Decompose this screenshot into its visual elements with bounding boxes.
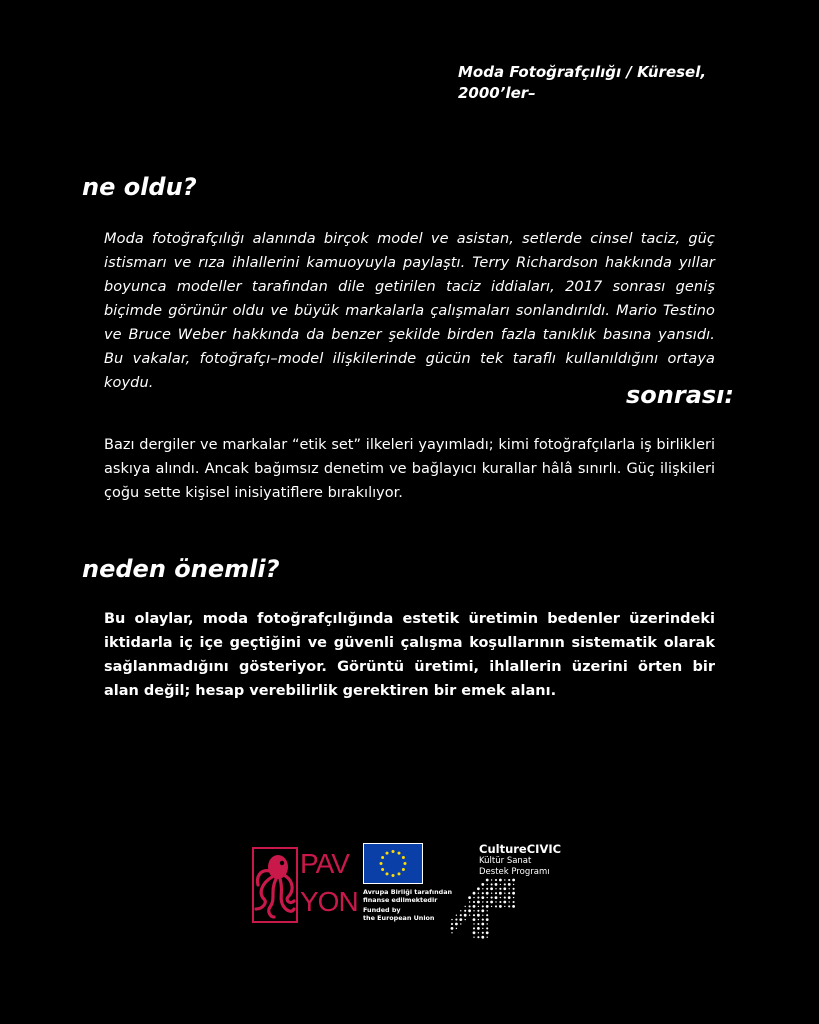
paragraph-what-happened: Moda fotoğrafçılığı alanında birçok model ve asistan, setlerde cinsel taciz, güç istismarı ve rıza ihlallerini kamuoyuyla paylaştı. Terry Richardson hakkında yıllar boyunca modeller tarafından dile getirilen taciz iddiaları, 2017 sonrası geniş biçimde görünür oldu ve büyük markalarla çalışmaları sonlandırıldı. Mario Testino ve Bruce Weber hakkında da benzer şekilde birden fazla tanıklık basına yansıdı. Bu vakalar, fotoğrafçı–model ilişkilerinde gücün tek taraflı kullanıldığını ortaya koydu. [104,231,715,391]
arrow-dot [478,932,479,933]
context-line-2: 2000’ler– [458,84,536,102]
paragraph-why-it-matters: Bu olaylar, moda fotoğrafçılığında estetik üretimin bedenler üzerindeki iktidarla iç içe geçtiğini ve güvenli çalışma koşullarının sistematik olarak sağlanmadığını gösteriyor. Görüntü üretimi, ihlallerin üzerini örten bir alan değil; hesap verebilirlik gerektiren bir emek alanı. [104,611,715,699]
arrow-dot [499,905,502,908]
arrow-dot [477,901,480,904]
arrow-dot [504,897,506,899]
arrow-dot [482,928,483,929]
arrow-dot [482,919,484,921]
heading-why-it-matters: neden önemli? [82,555,280,583]
arrow-dot [486,901,488,903]
arrow-dot [504,906,505,907]
eu-star [386,872,389,875]
arrow-dot [486,927,488,929]
arrow-dot [482,892,484,894]
arrow-dot [499,892,502,895]
arrow-dot [477,936,479,938]
culturecivic-title: CultureCIVIC [479,842,562,856]
eu-star [398,852,401,855]
arrow-dot [500,897,501,898]
arrow-dot [477,897,479,899]
arrow-dot [503,887,506,890]
arrow-dot [504,883,506,885]
heading-what-happened: ne oldu? [82,173,197,201]
eu-star [392,850,395,853]
arrow-dot [473,910,474,911]
arrow-dot [482,905,484,907]
arrow-dot [464,914,467,917]
arrow-dot [481,936,484,939]
eu-flag-icon [363,843,423,884]
arrow-dot [486,931,489,934]
eu-star [398,872,401,875]
arrow-dot [512,879,515,882]
arrow-dot [468,896,471,899]
arrow-dot [481,896,484,899]
arrow-dot [473,914,475,916]
arrow-dot [473,905,476,908]
arrow-dot [499,879,502,882]
arrow-dot [468,909,471,912]
arrow-dot [469,915,470,916]
eu-star [380,862,383,865]
eu-text-en-2: the European Union [363,914,435,922]
arrow-dot [481,909,484,912]
arrow-dot [486,892,489,895]
arrow-dot [456,928,457,929]
octopus-icon [252,847,298,923]
arrow-dot [487,923,488,924]
arrow-dot [477,914,480,917]
arrow-dot [499,901,501,903]
eu-star [386,852,389,855]
arrow-dot [487,897,488,898]
culturecivic-subtitle [479,856,550,878]
arrow-dot [486,905,489,908]
arrow-dot [473,892,476,895]
arrow-dot [509,888,510,889]
arrow-dot [503,901,506,904]
arrow-dot [473,897,474,898]
arrow-dot [487,910,488,911]
arrow-dot [455,923,458,926]
arrow-dot [495,883,498,886]
arrow-dot [513,888,515,890]
arrow-dot [504,893,505,894]
heading-aftermath: sonrası: [626,381,734,409]
arrow-dot [487,937,488,938]
arrow-dot [495,896,498,899]
arrow-dot [509,901,510,902]
pavyon-logo [252,847,358,923]
arrow-dot [478,906,479,907]
arrow-dot [490,887,493,890]
eu-star [402,868,405,871]
arrow-dot [455,919,457,921]
arrow-dot [473,927,475,929]
arrow-dot [456,915,457,916]
arrow-dot [491,897,493,899]
arrow-dot [473,923,474,924]
pavyon-logo-text-1: PAV [300,848,349,879]
arrow-dot [508,879,510,881]
arrow-dot [451,932,452,933]
arrow-dot [465,919,466,920]
eu-text-tr-1: Avrupa Birliği tarafından [363,888,453,896]
arrow-dot [477,927,480,930]
arrow-dot [513,901,515,903]
eu-funding-logo [363,843,463,927]
arrow-dot [490,901,493,904]
culturecivic-sub-2: Destek Programı [479,867,550,877]
arrow-dot [477,887,480,890]
arrow-dot [482,888,483,889]
arrow-dot [478,893,479,894]
arrow-dot [504,879,505,880]
eu-star [381,856,384,859]
context-line-1: Moda Fotoğrafçılığı / Küresel, [458,63,707,81]
arrow-dot [464,910,466,912]
culturecivic-logo [450,842,580,942]
arrow-dot [513,897,514,898]
arrow-dot [500,884,501,885]
arrow-dot [508,905,510,907]
eu-funding-text [363,888,463,922]
arrow-dot [469,901,470,902]
arrow-dot [499,888,501,890]
arrow-dot [486,918,489,921]
arrow-dot [451,923,453,925]
arrow-dot [465,906,466,907]
arrow-dot [482,915,483,916]
dotted-arrow-icon [450,878,520,942]
arrow-dot [495,905,497,907]
arrow-dot [481,923,484,926]
pavyon-logo-text-2: YON [300,886,358,917]
arrow-dot [482,932,484,934]
arrow-dot [451,919,452,920]
arrow-dot [486,888,488,890]
context-label [458,62,758,104]
arrow-dot [491,906,492,907]
eu-star [381,868,384,871]
eu-star [392,874,395,877]
arrow-dot [482,901,483,902]
arrow-dot [495,892,497,894]
arrow-dot [491,893,492,894]
arrow-dot [477,910,479,912]
arrow-dot [460,910,461,911]
arrow-dot [473,937,474,938]
arrow-dot [460,914,462,916]
arrow-dot [512,905,515,908]
arrow-dot [460,923,461,924]
arrow-dot [477,923,479,925]
arrow-dot [451,927,454,930]
culturecivic-sub-1: Kültür Sanat [479,856,532,866]
eu-star [404,862,407,865]
arrow-dot [459,918,462,921]
arrow-dot [508,883,511,886]
arrow-dot [495,901,496,902]
arrow-dot [478,919,479,920]
arrow-dot [473,901,475,903]
arrow-dot [495,879,497,881]
arrow-dot [512,892,515,895]
eu-text-en-1: Funded by [363,906,401,914]
arrow-dot [508,892,510,894]
arrow-dot [513,884,514,885]
arrow-dot [508,896,511,899]
arrow-dot [473,931,476,934]
arrow-dot [481,883,484,886]
arrow-dot [487,884,488,885]
eu-text-tr-2: finanse edilmektedir [363,896,438,904]
arrow-dot [469,905,471,907]
arrow-dot [486,879,489,882]
arrow-dot [486,914,488,916]
arrow-dot [491,879,492,880]
paragraph-aftermath: Bazı dergiler ve markalar “etik set” ilkeleri yayımladı; kimi fotoğrafçılarla iş birlikleri askıya alındı. Ancak bağımsız denetim ve bağlayıcı kurallar hâlâ sınırlı. Güç ilişkileri çoğu sette kişisel inisiyatiflere bırakılıyor. [104,437,715,501]
arrow-dot [491,883,493,885]
arrow-dot [495,888,496,889]
eu-star [402,856,405,859]
arrow-dot [473,918,476,921]
